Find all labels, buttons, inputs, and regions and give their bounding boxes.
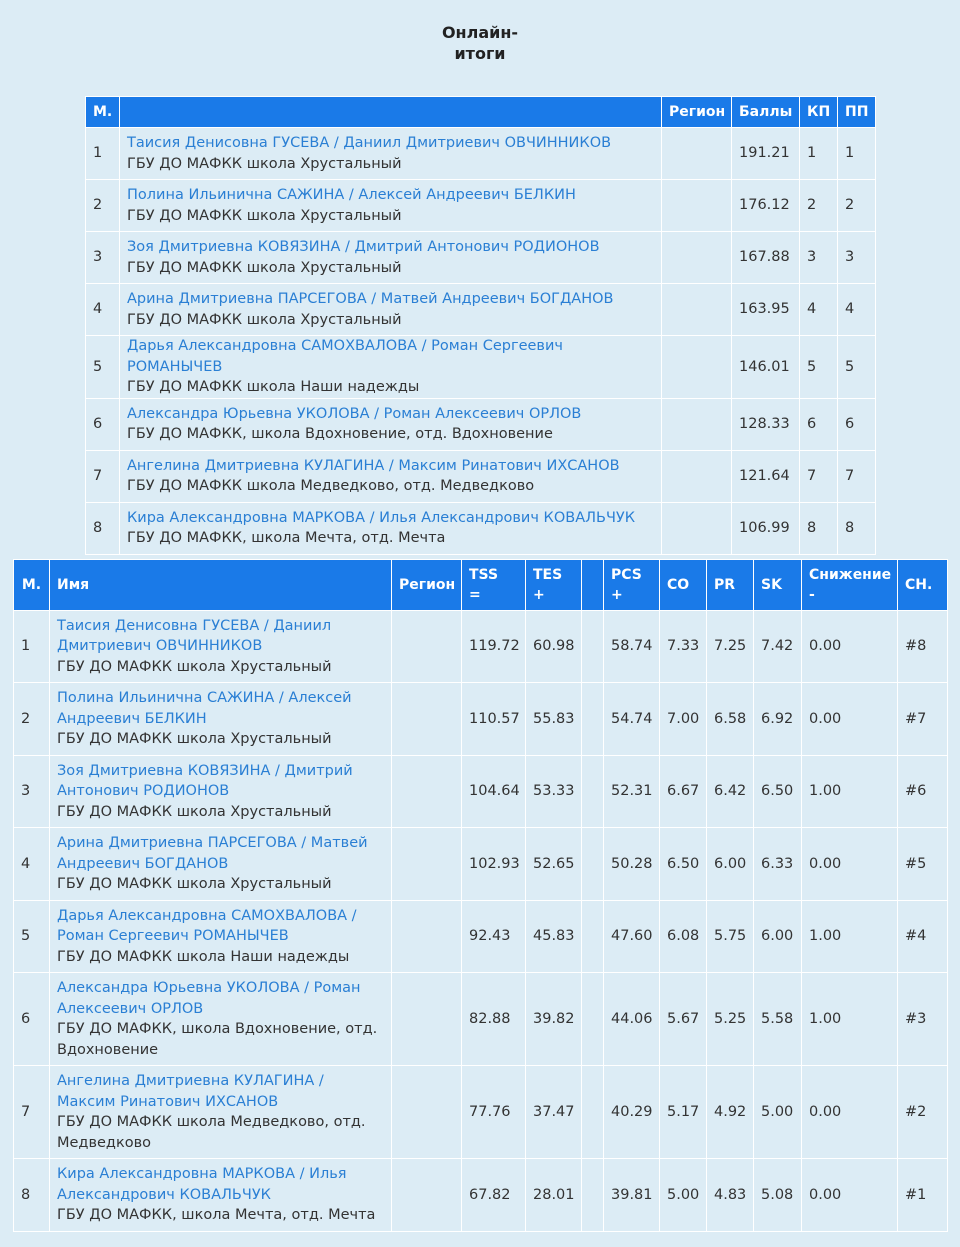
- detail-deduction: 0.00: [802, 1159, 898, 1232]
- detail-co: 5.17: [660, 1066, 707, 1159]
- detail-place: 4: [14, 828, 50, 901]
- detail-blank: [582, 1159, 604, 1232]
- summary-participant: [120, 502, 662, 554]
- summary-header-region[interactable]: Регион: [662, 97, 732, 128]
- detail-header-tes-label: TES: [533, 567, 563, 583]
- detail-tes: 39.82: [526, 973, 582, 1066]
- detail-participant-name-link[interactable]: Дарья Александровна САМОХВАЛОВА / Роман Сергеевич РОМАНЫЧЕВ: [57, 907, 357, 945]
- detail-header-tes-sign: +: [533, 587, 545, 603]
- detail-pcs: 54.74: [604, 683, 660, 756]
- detail-header-start[interactable]: СН.: [898, 560, 948, 611]
- detail-pr: 5.25: [707, 973, 754, 1066]
- summary-participant-club: ГБУ ДО МАФКК школа Хрустальный: [127, 259, 402, 276]
- summary-place: 7: [86, 450, 120, 502]
- summary-kp: 8: [800, 502, 838, 554]
- summary-kp: 5: [800, 336, 838, 399]
- detail-participant-name-link[interactable]: Александра Юрьевна УКОЛОВА / Роман Алексеевич ОРЛОВ: [57, 980, 361, 1017]
- detail-region: [392, 611, 462, 683]
- summary-points: 176.12: [732, 180, 800, 232]
- detail-row: [14, 973, 948, 1066]
- summary-pp: 6: [838, 398, 876, 450]
- summary-points: 146.01: [732, 336, 800, 399]
- summary-place: 1: [86, 128, 120, 180]
- summary-header-kp[interactable]: КП: [800, 97, 838, 128]
- detail-tes: 53.33: [526, 756, 582, 828]
- detail-tss: 92.43: [462, 901, 526, 973]
- summary-pp: 8: [838, 502, 876, 554]
- summary-results-table: [85, 96, 876, 555]
- detail-header-place[interactable]: М.: [14, 560, 50, 611]
- detail-participant-club: ГБУ ДО МАФКК школа Хрустальный: [57, 803, 332, 820]
- summary-participant: [120, 180, 662, 232]
- detail-region: [392, 901, 462, 973]
- summary-region: [662, 128, 732, 180]
- detail-sk: 6.50: [754, 756, 802, 828]
- detail-co: 7.00: [660, 683, 707, 756]
- detail-header-deduction-sign: -: [809, 587, 815, 603]
- summary-row: [86, 284, 876, 336]
- detail-participant-club: ГБУ ДО МАФКК школа Хрустальный: [57, 876, 332, 893]
- detail-participant: [50, 1159, 392, 1232]
- summary-region: [662, 450, 732, 502]
- detail-participant-name-link[interactable]: Ангелина Дмитриевна КУЛАГИНА / Максим Ринатович ИХСАНОВ: [57, 1073, 324, 1110]
- detail-header-tss[interactable]: [462, 560, 526, 611]
- summary-participant-name-link[interactable]: Дарья Александровна САМОХВАЛОВА / Роман Сергеевич РОМАНЫЧЕВ: [127, 338, 563, 375]
- summary-place: 8: [86, 502, 120, 554]
- summary-participant-club: ГБУ ДО МАФКК школа Хрустальный: [127, 155, 402, 172]
- summary-participant-club: ГБУ ДО МАФКК, школа Вдохновение, отд. Вдохновение: [127, 426, 553, 442]
- detail-pcs: 47.60: [604, 901, 660, 973]
- detail-participant-name-link[interactable]: Таисия Денисовна ГУСЕВА / Даниил Дмитриевич ОВЧИННИКОВ: [57, 617, 332, 655]
- summary-pp: 4: [838, 284, 876, 336]
- detail-sk: 5.58: [754, 973, 802, 1066]
- summary-points: 106.99: [732, 502, 800, 554]
- detail-start-number: #4: [898, 901, 948, 973]
- summary-participant-club: ГБУ ДО МАФКК школа Медведково, отд. Медведково: [127, 478, 535, 494]
- detail-deduction: 0.00: [802, 828, 898, 901]
- summary-participant: [120, 398, 662, 450]
- detail-header-sk[interactable]: SK: [754, 560, 802, 611]
- detail-participant-club: ГБУ ДО МАФКК, школа Мечта, отд. Мечта: [57, 1207, 376, 1224]
- detail-participant: [50, 611, 392, 683]
- detail-blank: [582, 828, 604, 901]
- summary-participant: [120, 128, 662, 180]
- detail-deduction: 0.00: [802, 683, 898, 756]
- summary-pp: 2: [838, 180, 876, 232]
- summary-kp: 1: [800, 128, 838, 180]
- page-title: [380, 22, 580, 64]
- detail-row: [14, 1159, 948, 1232]
- detail-header-region[interactable]: Регион: [392, 560, 462, 611]
- summary-participant-club: ГБУ ДО МАФКК школа Наши надежды: [127, 379, 420, 395]
- detail-pcs: 50.28: [604, 828, 660, 901]
- detail-sk: 5.00: [754, 1066, 802, 1159]
- detail-row: [14, 683, 948, 756]
- page-title-line-1: Онлайн-: [441, 23, 519, 42]
- detail-co: 6.08: [660, 901, 707, 973]
- detail-tss: 77.76: [462, 1066, 526, 1159]
- detail-pr: 7.25: [707, 611, 754, 683]
- detail-place: 8: [14, 1159, 50, 1232]
- summary-header-row: [86, 97, 876, 128]
- detail-participant-club: ГБУ ДО МАФКК школа Хрустальный: [57, 731, 332, 748]
- detail-participant-club: ГБУ ДО МАФКК школа Хрустальный: [57, 658, 332, 675]
- summary-header-name[interactable]: [120, 97, 662, 128]
- detail-row: [14, 756, 948, 828]
- detail-header-deduction-label: Снижение: [809, 567, 892, 583]
- detail-tss: 110.57: [462, 683, 526, 756]
- detail-pcs: 58.74: [604, 611, 660, 683]
- detail-tes: 37.47: [526, 1066, 582, 1159]
- detail-participant-club: ГБУ ДО МАФКК школа Наши надежды: [57, 948, 350, 965]
- summary-points: 167.88: [732, 232, 800, 284]
- detail-region: [392, 683, 462, 756]
- summary-participant: [120, 450, 662, 502]
- detail-tes: 28.01: [526, 1159, 582, 1232]
- detail-participant: [50, 1066, 392, 1159]
- summary-participant-club: ГБУ ДО МАФКК, школа Мечта, отд. Мечта: [127, 530, 446, 546]
- detail-blank: [582, 611, 604, 683]
- detail-header-blank: [582, 560, 604, 611]
- detail-participant: [50, 683, 392, 756]
- detail-row: [14, 828, 948, 901]
- detail-tss: 119.72: [462, 611, 526, 683]
- detail-tes: 55.83: [526, 683, 582, 756]
- detail-tes: 52.65: [526, 828, 582, 901]
- detail-participant-name-link[interactable]: Зоя Дмитриевна КОВЯЗИНА / Дмитрий Антонович РОДИОНОВ: [57, 762, 353, 800]
- summary-row: [86, 128, 876, 180]
- detail-start-number: #6: [898, 756, 948, 828]
- detail-row: [14, 1066, 948, 1159]
- detail-pr: 6.58: [707, 683, 754, 756]
- detail-participant: [50, 901, 392, 973]
- summary-row: [86, 502, 876, 554]
- summary-row: [86, 180, 876, 232]
- detail-co: 6.67: [660, 756, 707, 828]
- detail-tes: 45.83: [526, 901, 582, 973]
- detail-header-co[interactable]: CO: [660, 560, 707, 611]
- detail-sk: 5.08: [754, 1159, 802, 1232]
- detail-tss: 102.93: [462, 828, 526, 901]
- summary-row: [86, 232, 876, 284]
- detail-blank: [582, 756, 604, 828]
- detail-pr: 5.75: [707, 901, 754, 973]
- detail-row: [14, 901, 948, 973]
- detail-pr: 6.00: [707, 828, 754, 901]
- summary-place: 5: [86, 336, 120, 399]
- summary-pp: 7: [838, 450, 876, 502]
- detail-deduction: 1.00: [802, 756, 898, 828]
- detail-pr: 4.83: [707, 1159, 754, 1232]
- detail-participant-name-link[interactable]: Арина Дмитриевна ПАРСЕГОВА / Матвей Андреевич БОГДАНОВ: [57, 835, 368, 872]
- summary-header-pp[interactable]: ПП: [838, 97, 876, 128]
- summary-participant: [120, 232, 662, 284]
- detail-blank: [582, 973, 604, 1066]
- detail-blank: [582, 683, 604, 756]
- detail-pcs: 52.31: [604, 756, 660, 828]
- summary-place: 3: [86, 232, 120, 284]
- summary-pp: 3: [838, 232, 876, 284]
- detail-start-number: #7: [898, 683, 948, 756]
- detail-header-pcs-label: PCS: [611, 567, 642, 583]
- summary-participant-name-link[interactable]: Полина Ильинична САЖИНА / Алексей Андреевич БЕЛКИН: [127, 187, 576, 203]
- summary-pp: 5: [838, 336, 876, 399]
- detail-header-name[interactable]: Имя: [50, 560, 392, 611]
- summary-points: 128.33: [732, 398, 800, 450]
- detail-results-table: [13, 559, 948, 1232]
- detail-place: 1: [14, 611, 50, 683]
- detail-co: 7.33: [660, 611, 707, 683]
- summary-participant: [120, 336, 662, 399]
- detail-participant: [50, 973, 392, 1066]
- detail-header-pr[interactable]: PR: [707, 560, 754, 611]
- detail-header-tss-label: TSS: [469, 567, 499, 583]
- summary-place: 2: [86, 180, 120, 232]
- detail-participant-club: ГБУ ДО МАФКК школа Медведково, отд. Медведково: [57, 1114, 366, 1151]
- summary-kp: 6: [800, 398, 838, 450]
- summary-participant-name-link[interactable]: Александра Юрьевна УКОЛОВА / Роман Алексеевич ОРЛОВ: [127, 405, 582, 422]
- detail-tss: 82.88: [462, 973, 526, 1066]
- summary-header-place[interactable]: М.: [86, 97, 120, 128]
- detail-sk: 6.00: [754, 901, 802, 973]
- summary-kp: 4: [800, 284, 838, 336]
- summary-participant-name-link[interactable]: Кира Александровна МАРКОВА / Илья Александрович КОВАЛЬЧУК: [127, 509, 636, 526]
- summary-row: [86, 398, 876, 450]
- summary-points: 163.95: [732, 284, 800, 336]
- detail-sk: 6.33: [754, 828, 802, 901]
- detail-start-number: #8: [898, 611, 948, 683]
- summary-participant-name-link[interactable]: Зоя Дмитриевна КОВЯЗИНА / Дмитрий Антонович РОДИОНОВ: [127, 239, 600, 255]
- detail-deduction: 0.00: [802, 1066, 898, 1159]
- summary-participant-club: ГБУ ДО МАФКК школа Хрустальный: [127, 311, 402, 328]
- summary-header-points[interactable]: Баллы: [732, 97, 800, 128]
- page-title-line-2: итоги: [454, 44, 506, 63]
- detail-start-number: #5: [898, 828, 948, 901]
- detail-place: 3: [14, 756, 50, 828]
- summary-region: [662, 398, 732, 450]
- summary-kp: 3: [800, 232, 838, 284]
- detail-participant-club: ГБУ ДО МАФКК, школа Вдохновение, отд. Вдохновение: [57, 1021, 378, 1058]
- detail-region: [392, 1066, 462, 1159]
- detail-pr: 6.42: [707, 756, 754, 828]
- summary-place: 4: [86, 284, 120, 336]
- detail-participant-name-link[interactable]: Полина Ильинична САЖИНА / Алексей Андреевич БЕЛКИН: [57, 690, 352, 727]
- detail-tss: 67.82: [462, 1159, 526, 1232]
- summary-kp: 2: [800, 180, 838, 232]
- summary-row: [86, 450, 876, 502]
- detail-sk: 6.92: [754, 683, 802, 756]
- detail-participant-name-link[interactable]: Кира Александровна МАРКОВА / Илья Александрович КОВАЛЬЧУК: [57, 1166, 347, 1203]
- detail-participant: [50, 828, 392, 901]
- detail-row: [14, 611, 948, 683]
- summary-points: 121.64: [732, 450, 800, 502]
- summary-place: 6: [86, 398, 120, 450]
- summary-row: [86, 336, 876, 399]
- detail-place: 5: [14, 901, 50, 973]
- detail-region: [392, 973, 462, 1066]
- summary-participant: [120, 284, 662, 336]
- detail-pcs: 44.06: [604, 973, 660, 1066]
- summary-pp: 1: [838, 128, 876, 180]
- detail-region: [392, 828, 462, 901]
- detail-deduction: 1.00: [802, 973, 898, 1066]
- detail-pr: 4.92: [707, 1066, 754, 1159]
- summary-participant-club: ГБУ ДО МАФКК школа Хрустальный: [127, 207, 402, 224]
- detail-pcs: 40.29: [604, 1066, 660, 1159]
- detail-region: [392, 756, 462, 828]
- detail-tss: 104.64: [462, 756, 526, 828]
- detail-co: 5.00: [660, 1159, 707, 1232]
- summary-region: [662, 336, 732, 399]
- detail-start-number: #1: [898, 1159, 948, 1232]
- detail-sk: 7.42: [754, 611, 802, 683]
- detail-place: 2: [14, 683, 50, 756]
- detail-header-tss-sign: =: [469, 587, 481, 603]
- detail-deduction: 0.00: [802, 611, 898, 683]
- summary-points: 191.21: [732, 128, 800, 180]
- summary-participant-name-link[interactable]: Таисия Денисовна ГУСЕВА / Даниил Дмитриевич ОВЧИННИКОВ: [127, 135, 612, 151]
- detail-start-number: #3: [898, 973, 948, 1066]
- summary-region: [662, 232, 732, 284]
- summary-region: [662, 502, 732, 554]
- detail-co: 5.67: [660, 973, 707, 1066]
- summary-region: [662, 180, 732, 232]
- detail-deduction: 1.00: [802, 901, 898, 973]
- detail-pcs: 39.81: [604, 1159, 660, 1232]
- summary-participant-name-link[interactable]: Арина Дмитриевна ПАРСЕГОВА / Матвей Андреевич БОГДАНОВ: [127, 291, 614, 307]
- detail-participant: [50, 756, 392, 828]
- detail-header-row: [14, 560, 948, 611]
- detail-co: 6.50: [660, 828, 707, 901]
- detail-blank: [582, 901, 604, 973]
- summary-region: [662, 284, 732, 336]
- detail-tes: 60.98: [526, 611, 582, 683]
- summary-kp: 7: [800, 450, 838, 502]
- detail-region: [392, 1159, 462, 1232]
- detail-header-deduction[interactable]: [802, 560, 898, 611]
- detail-place: 7: [14, 1066, 50, 1159]
- detail-header-tes[interactable]: [526, 560, 582, 611]
- summary-participant-name-link[interactable]: Ангелина Дмитриевна КУЛАГИНА / Максим Ринатович ИХСАНОВ: [127, 457, 620, 474]
- detail-header-pcs[interactable]: [604, 560, 660, 611]
- detail-header-pcs-sign: +: [611, 587, 623, 603]
- detail-place: 6: [14, 973, 50, 1066]
- detail-start-number: #2: [898, 1066, 948, 1159]
- detail-blank: [582, 1066, 604, 1159]
